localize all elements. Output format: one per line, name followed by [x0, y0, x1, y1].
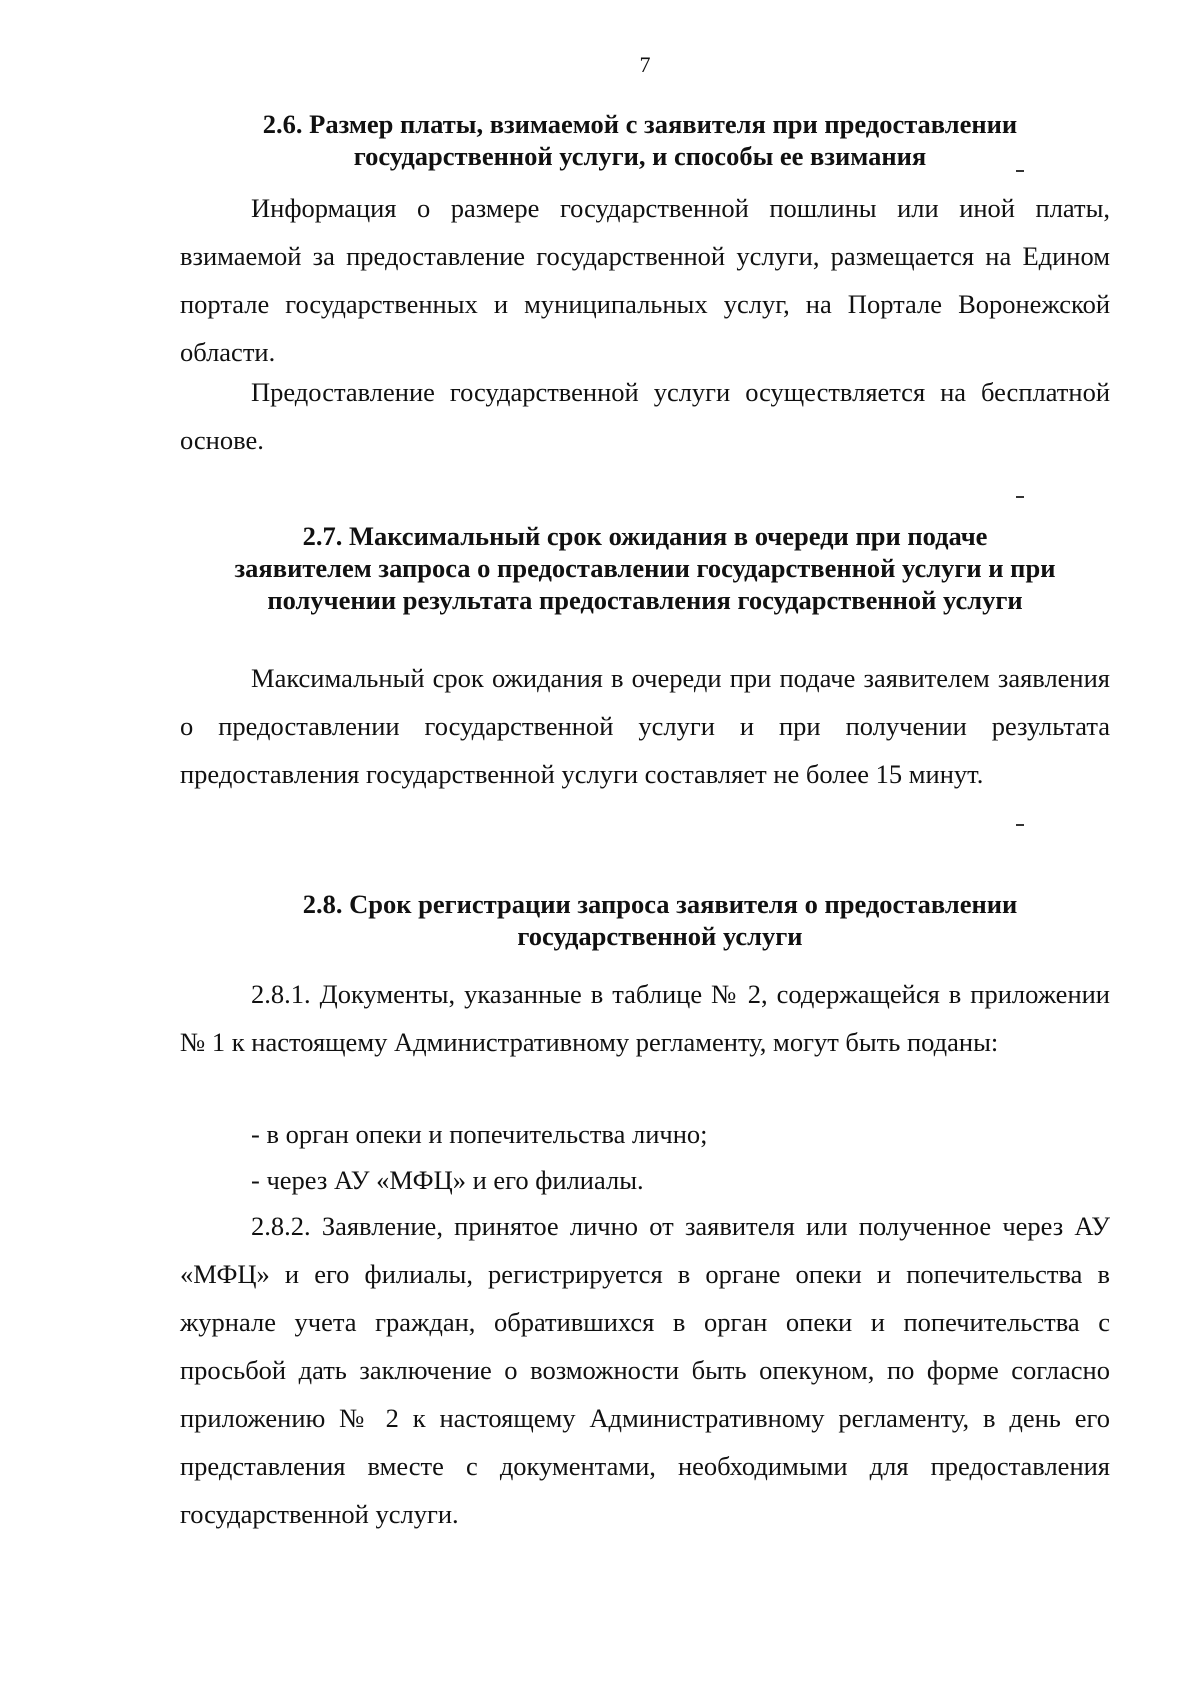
paragraph-queue-time: Максимальный срок ожидания в очереди при подаче заявителем заявления о предоставлении государственной услуги и при получении результата предоставления государственной услуги составляет не более 15 минут.: [180, 663, 1110, 789]
scan-mark: [1016, 170, 1024, 172]
heading-line: получении результата предоставления государственной услуги: [267, 585, 1023, 615]
list-item-in-person: - в орган опеки и попечительства лично;: [251, 1119, 708, 1149]
section-heading-2-7: [170, 520, 1120, 616]
heading-line: заявителем запроса о предоставлении государственной услуги и при: [234, 553, 1056, 583]
paragraph-2-8-2: 2.8.2. Заявление, принятое лично от заявителя или полученное через АУ «МФЦ» и его филиалы, регистрируется в органе опеки и попечительства в журнале учета граждан, обратившихся в орган опеки и попечительства с просьбой дать заключение о возможности быть опекуном, по форме согласно приложению № 2 к настоящему Административному регламенту, в день его представления вместе с документами, необходимыми для предоставления государственной услуги.: [180, 1211, 1110, 1529]
scan-mark: [1016, 496, 1024, 498]
heading-line: государственной услуги: [517, 921, 803, 951]
heading-line: 2.6. Размер платы, взимаемой с заявителя при предоставлении: [262, 109, 1018, 139]
paragraph-fee-info: Информация о размере государственной пошлины или иной платы, взимаемой за предоставление государственной услуги, размещается на Едином портале государственных и муниципальных услуг, на Портале Воронежской области.: [180, 193, 1110, 367]
heading-line: государственной услуги, и способы ее взимания: [353, 141, 927, 171]
heading-line: 2.8. Срок регистрации запроса заявителя о предоставлении: [302, 889, 1018, 919]
section-heading-2-8: [250, 888, 1070, 952]
list-item-via-mfc: - через АУ «МФЦ» и его филиалы.: [251, 1165, 644, 1195]
section-heading-2-6: [250, 108, 1030, 172]
paragraph-free-of-charge: Предоставление государственной услуги осуществляется на бесплатной основе.: [180, 377, 1110, 455]
paragraph-2-8-1: 2.8.1. Документы, указанные в таблице № 2, содержащейся в приложении № 1 к настоящему Административному регламенту, могут быть поданы:: [180, 979, 1110, 1057]
scan-mark: [1016, 824, 1024, 826]
page-number: 7: [639, 52, 651, 77]
heading-line: 2.7. Максимальный срок ожидания в очереди при подаче: [302, 521, 988, 551]
